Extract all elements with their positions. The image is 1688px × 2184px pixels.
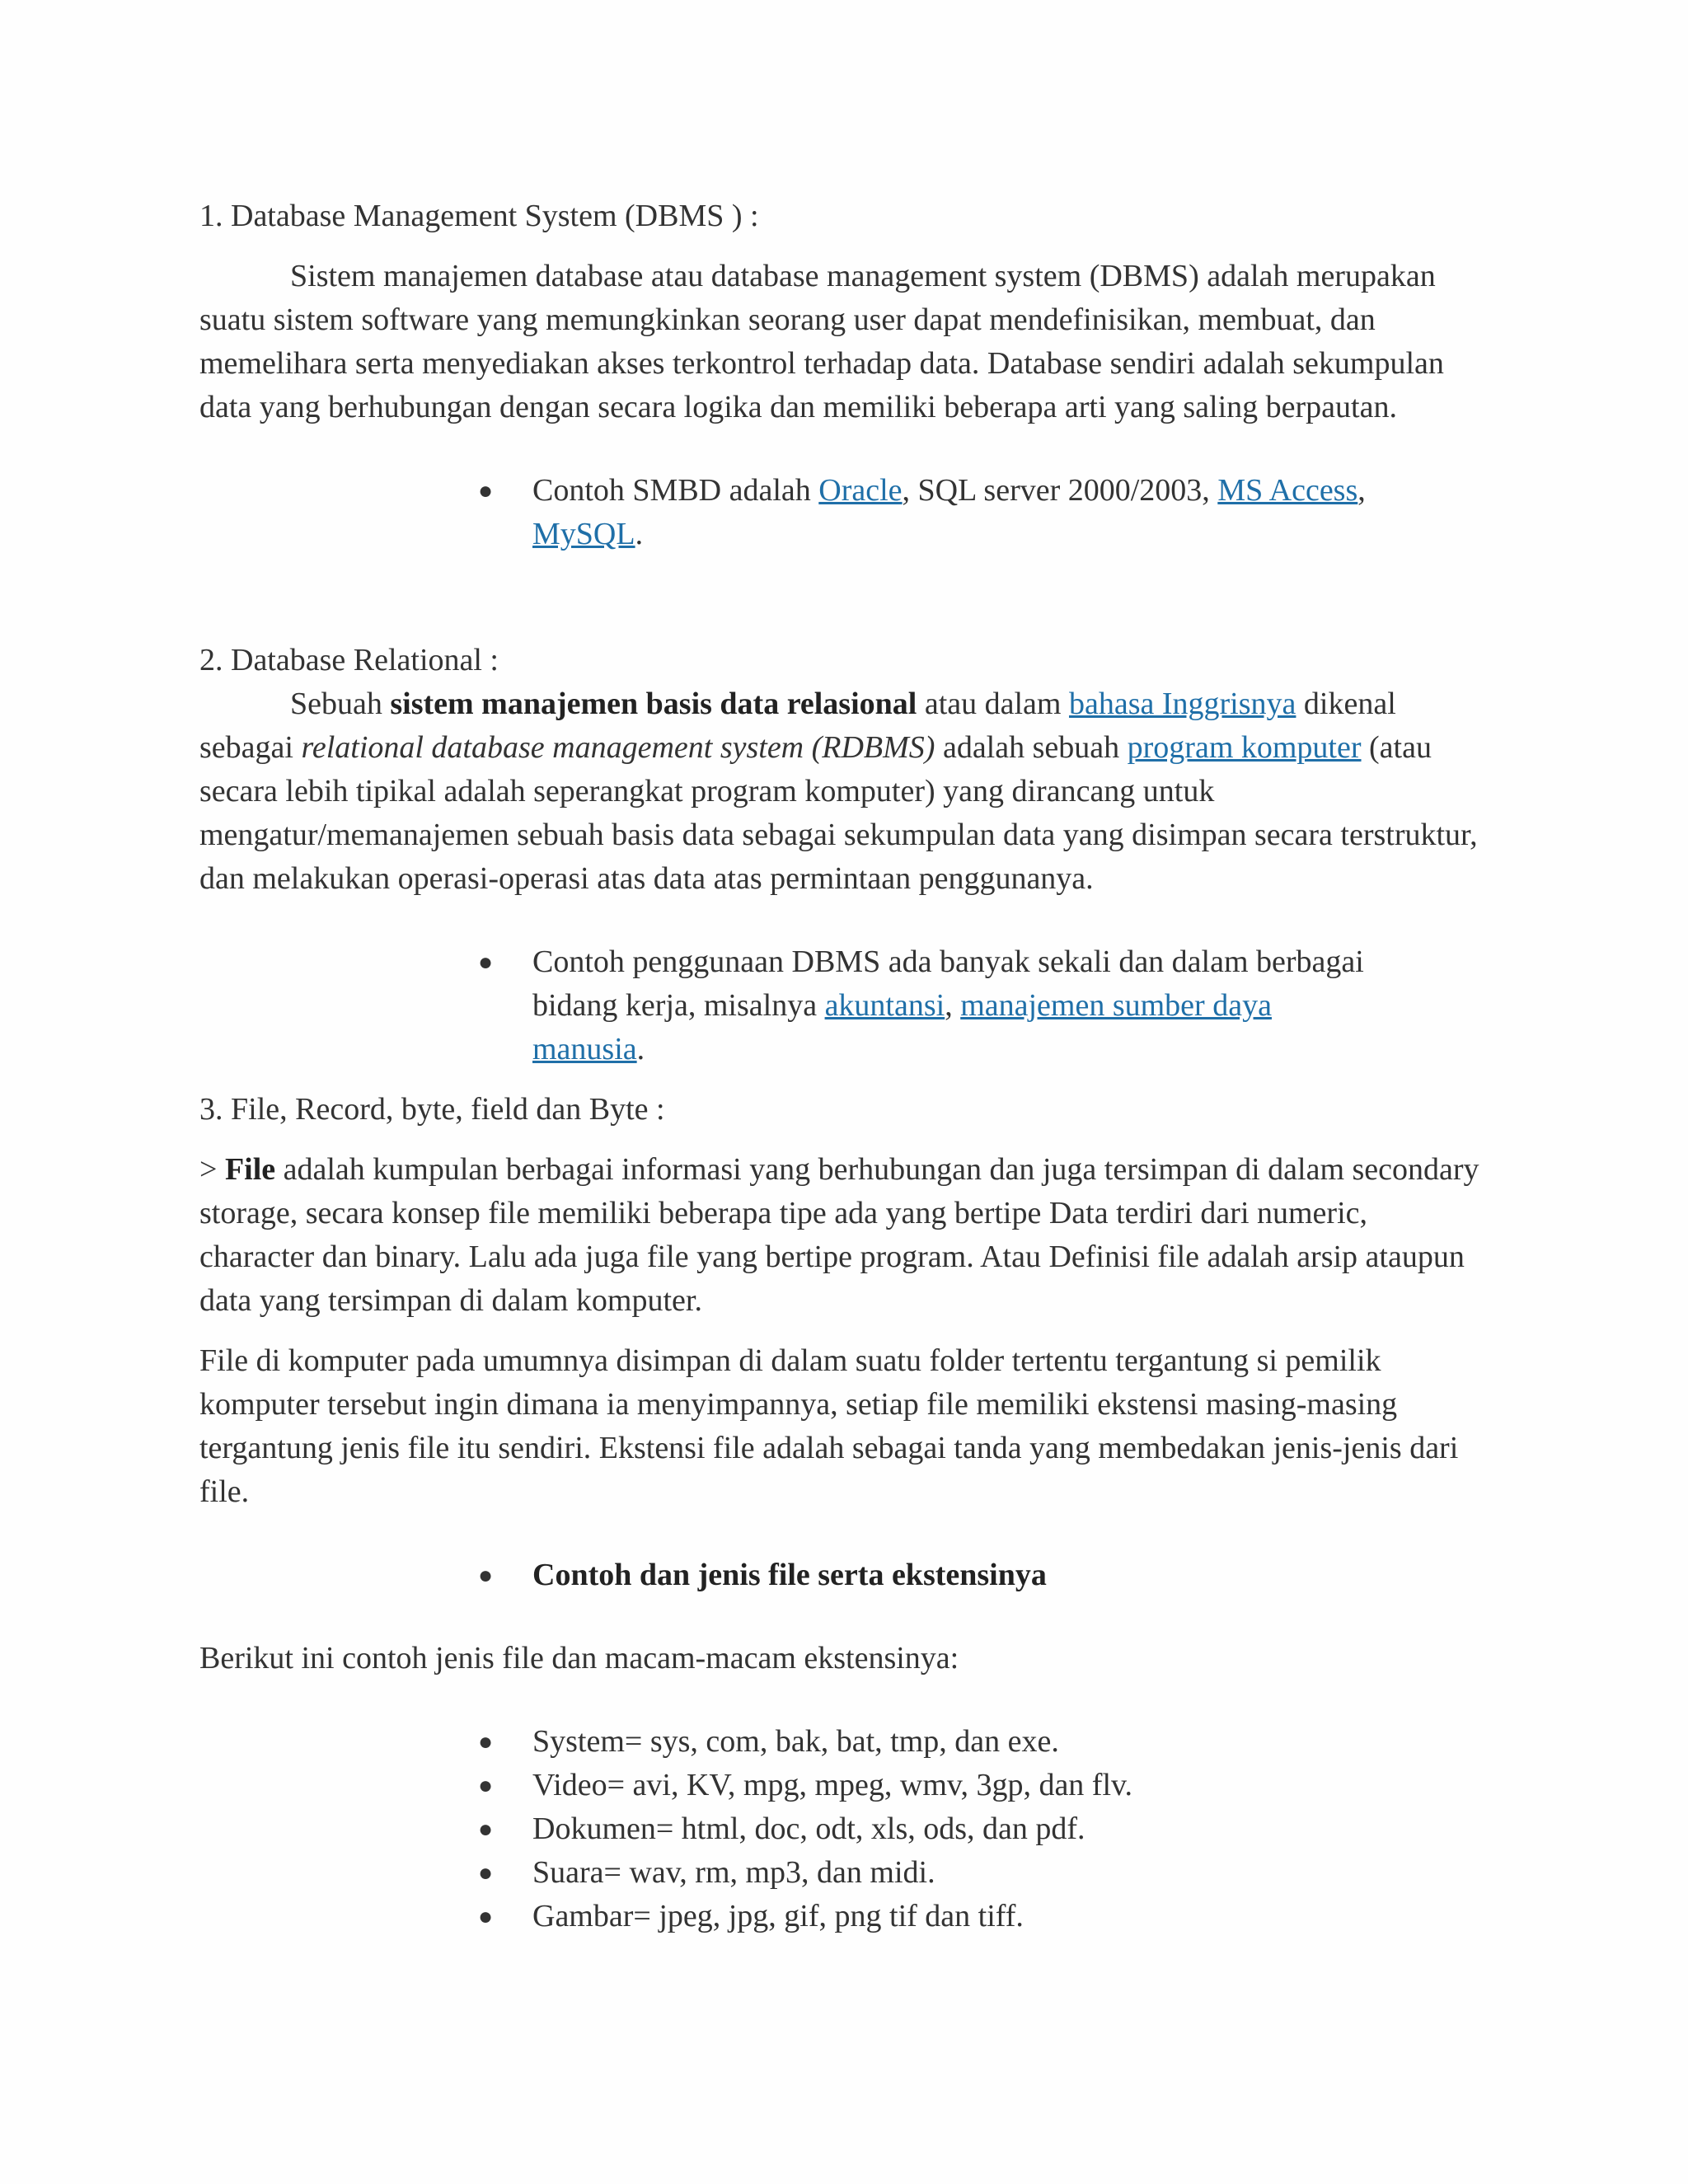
paragraph-text: (atau secara lebih tipikal adalah seperangkat program komputer) yang dirancang untuk mengatur/memanajemen sebuah basis data sebagai sekumpulan data yang disimpan secara terstruktur, dan melakukan operasi-operasi atas data atas permintaan penggunanya. <box>199 730 1478 896</box>
link-manajemen-sdm[interactable]: manajemen sumber daya manusia <box>532 988 1272 1066</box>
list-item <box>478 1764 1390 1807</box>
section-3-paragraph-1 <box>199 1148 1485 1323</box>
bullet-icon: ● <box>478 1728 494 1755</box>
list-item-text: Dokumen= html, doc, odt, xls, ods, dan pdf. <box>532 1811 1085 1846</box>
paragraph-text: adalah sebuah <box>935 730 1128 765</box>
bullet-icon: ● <box>478 477 494 504</box>
file-extension-list <box>199 1720 1485 1938</box>
list-item <box>478 1720 1390 1764</box>
paragraph-text: Sebuah <box>290 687 391 721</box>
bullet-text: , SQL server 2000/2003, <box>902 473 1218 508</box>
bullet-text: , <box>1357 473 1366 508</box>
list-item <box>478 1851 1390 1895</box>
link-oracle[interactable]: Oracle <box>818 473 903 508</box>
bullet-text: Contoh SMBD adalah <box>532 473 819 508</box>
section-1-bullet-list <box>199 469 1485 556</box>
bullet-icon: ● <box>478 1816 494 1843</box>
bullet-icon: ● <box>478 1903 494 1930</box>
section-3-paragraph-2: File di komputer pada umumnya disimpan di dalam suatu folder tertentu tergantung si pemilik komputer tersebut ingin dimana ia menyimpannya, setiap file memiliki ekstensi masing-masing tergantung jenis file itu sendiri. Ekstensi file adalah sebagai tanda yang membedakan jenis-jenis dari file. <box>199 1343 1459 1509</box>
list-item-text: Gambar= jpeg, jpg, gif, png tif dan tiff. <box>532 1899 1024 1933</box>
bullet-icon: ● <box>478 1859 494 1886</box>
section-3-bold-bullet <box>199 1554 1485 1597</box>
list-item-text: System= sys, com, bak, bat, tmp, dan exe. <box>532 1724 1059 1759</box>
list-item <box>478 1554 1390 1597</box>
list-item <box>478 469 1390 556</box>
link-ms-access[interactable]: MS Access <box>1217 473 1358 508</box>
section-2-paragraph <box>199 682 1485 901</box>
bold-bullet-text: Contoh dan jenis file serta ekstensinya <box>532 1558 1047 1592</box>
paragraph-text: adalah kumpulan berbagai informasi yang berhubungan dan juga tersimpan di dalam secondary storage, secara konsep file memiliki beberapa tipe ada yang bertipe Data terdiri dari numeric, character dan binary. Lalu ada juga file yang bertipe program. Atau Definisi file adalah arsip ataupun data yang tersimpan di dalam komputer. <box>199 1152 1479 1318</box>
link-bahasa-inggris[interactable]: bahasa Inggrisnya <box>1068 687 1296 721</box>
bullet-icon: ● <box>478 1562 494 1589</box>
section-2-heading: 2. Database Relational : <box>199 643 499 677</box>
list-item <box>478 940 1390 1071</box>
list-item <box>478 1807 1390 1851</box>
paragraph-text: dikenal sebagai <box>199 687 1396 765</box>
list-item-text: Suara= wav, rm, mp3, dan midi. <box>532 1855 935 1890</box>
bullet-icon: ● <box>478 1772 494 1799</box>
section-1-heading: 1. Database Management System (DBMS ) : <box>199 199 759 233</box>
section-1-paragraph: Sistem manajemen database atau database management system (DBMS) adalah merupakan suatu sistem software yang memungkinkan seorang user dapat mendefinisikan, membuat, dan memelihara serta menyediakan akses terkontrol terhadap data. Database sendiri adalah sekumpulan data yang berhubungan dengan secara logika dan memiliki beberapa arti yang saling berpautan. <box>199 259 1444 424</box>
bullet-text: . <box>636 1032 645 1066</box>
bullet-text: , <box>945 988 961 1023</box>
section-2-bullet-list <box>199 940 1485 1071</box>
link-program-komputer[interactable]: program komputer <box>1127 730 1362 765</box>
bullet-icon: ● <box>478 949 494 976</box>
bold-term: sistem manajemen basis data relasional <box>390 687 917 721</box>
section-3-intro: Berikut ini contoh jenis file dan macam-macam ekstensinya: <box>199 1641 959 1675</box>
bullet-text: . <box>635 517 644 551</box>
list-item <box>478 1895 1390 1938</box>
bold-term: File <box>224 1152 276 1187</box>
bullet-text: Contoh penggunaan DBMS ada banyak sekali dan dalam berbagai bidang kerja, misalnya <box>532 944 1364 1023</box>
link-mysql[interactable]: MySQL <box>532 517 635 551</box>
paragraph-text: > <box>199 1152 225 1187</box>
paragraph-text: atau dalam <box>917 687 1069 721</box>
link-akuntansi[interactable]: akuntansi <box>824 988 945 1023</box>
italic-term: relational database management system (RDBMS) <box>301 730 935 765</box>
list-item-text: Video= avi, KV, mpg, mpeg, wmv, 3gp, dan flv. <box>532 1768 1133 1802</box>
section-3-heading: 3. File, Record, byte, field dan Byte : <box>199 1092 665 1127</box>
document-body <box>199 194 1485 1938</box>
